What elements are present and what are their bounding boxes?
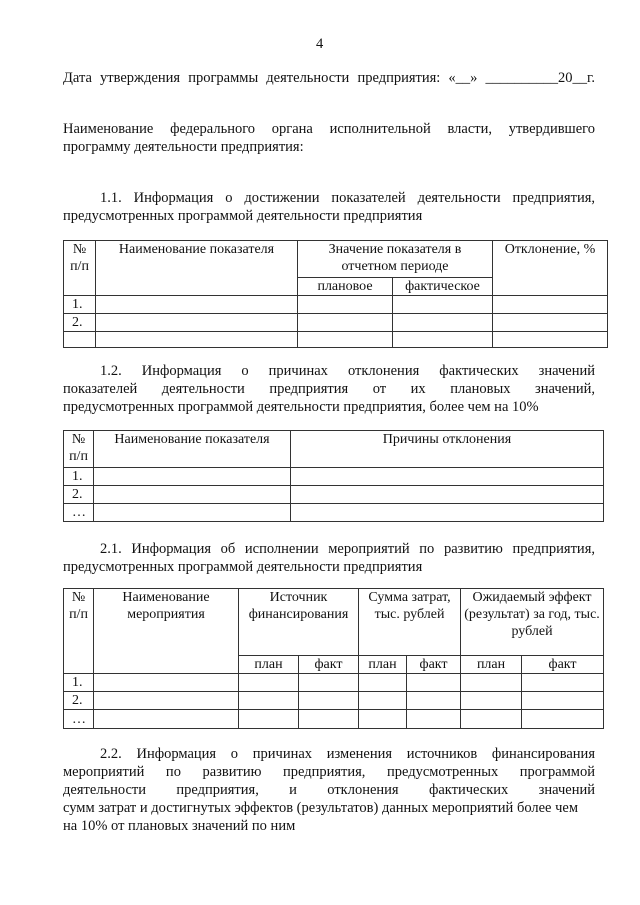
row-number: 2. <box>64 486 94 504</box>
plan-header: план <box>359 656 407 674</box>
indicators-table <box>63 240 608 348</box>
fact-header: факт <box>522 656 604 674</box>
text-line: сумм затрат и достигнутых эффектов (результатов) данных мероприятий более чем <box>63 800 579 816</box>
row-number: 1. <box>64 468 94 486</box>
authority-paragraph <box>63 120 595 156</box>
text-line: на 10% от плановых значений по ним <box>63 818 296 834</box>
row-number: 1. <box>64 296 96 314</box>
text-line: 1.2. Информация о причинах отклонения фактических значений <box>100 363 595 379</box>
text-line: предусмотренных программой деятельности предприятия <box>63 208 423 224</box>
text-line: 1.1. Информация о достижении показателей деятельности предприятия, <box>100 190 595 206</box>
text-line: показателей деятельности предприятия от их плановых значений, <box>63 381 595 397</box>
section-2-2-heading <box>63 745 595 835</box>
text-line: 2.2. Информация о причинах изменения источников финансирования <box>100 746 595 762</box>
col-num-header: № п/п <box>64 241 96 296</box>
col-fact-header: фактическое <box>393 278 493 296</box>
col-reasons-header: Причины отклонения <box>291 431 604 468</box>
row-number: 2. <box>64 314 96 332</box>
col-effect-header: Ожидаемый эффект (результат) за год, тыс. рублей <box>461 589 604 656</box>
row-number: … <box>64 710 94 729</box>
activities-table <box>63 588 604 729</box>
text-line: Наименование федерального органа исполнительной власти, утвердившего <box>63 121 595 137</box>
text-line: программу деятельности предприятия: <box>63 139 304 155</box>
text-line: предусмотренных программой деятельности предприятия <box>63 559 423 575</box>
col-cost-header: Сумма затрат, тыс. рублей <box>359 589 461 656</box>
approval-date-line: Дата утверждения программы деятельности предприятия: «__» __________20__г. <box>63 70 595 86</box>
row-number: 2. <box>64 692 94 710</box>
col-value-header: Значение показателя в отчетном периоде <box>298 241 493 278</box>
deviation-reasons-table <box>63 430 604 522</box>
fact-header: факт <box>299 656 359 674</box>
col-num-header: № п/п <box>64 431 94 468</box>
col-name-header: Наименование мероприятия <box>94 589 239 674</box>
row-number <box>64 332 96 348</box>
fact-header: факт <box>407 656 461 674</box>
col-source-header: Источник финансирования <box>239 589 359 656</box>
col-num-header: № п/п <box>64 589 94 674</box>
col-deviation-header: Отклонение, % <box>493 241 608 296</box>
section-1-1-heading <box>63 189 595 225</box>
plan-header: план <box>461 656 522 674</box>
page-number: 4 <box>316 36 324 52</box>
col-name-header: Наименование показателя <box>96 241 298 296</box>
col-plan-header: плановое <box>298 278 393 296</box>
text-line: 2.1. Информация об исполнении мероприятий по развитию предприятия, <box>100 541 595 557</box>
plan-header: план <box>239 656 299 674</box>
text-line: мероприятий по развитию предприятия, предусмотренных программой <box>63 764 595 780</box>
section-2-1-heading <box>63 540 595 576</box>
row-number: … <box>64 504 94 522</box>
col-name-header: Наименование показателя <box>94 431 291 468</box>
section-1-2-heading <box>63 362 595 416</box>
text-line: предусмотренных программой деятельности предприятия, более чем на 10% <box>63 399 539 415</box>
row-number: 1. <box>64 674 94 692</box>
text-line: деятельности предприятия, и отклонения фактических значений <box>63 782 595 798</box>
